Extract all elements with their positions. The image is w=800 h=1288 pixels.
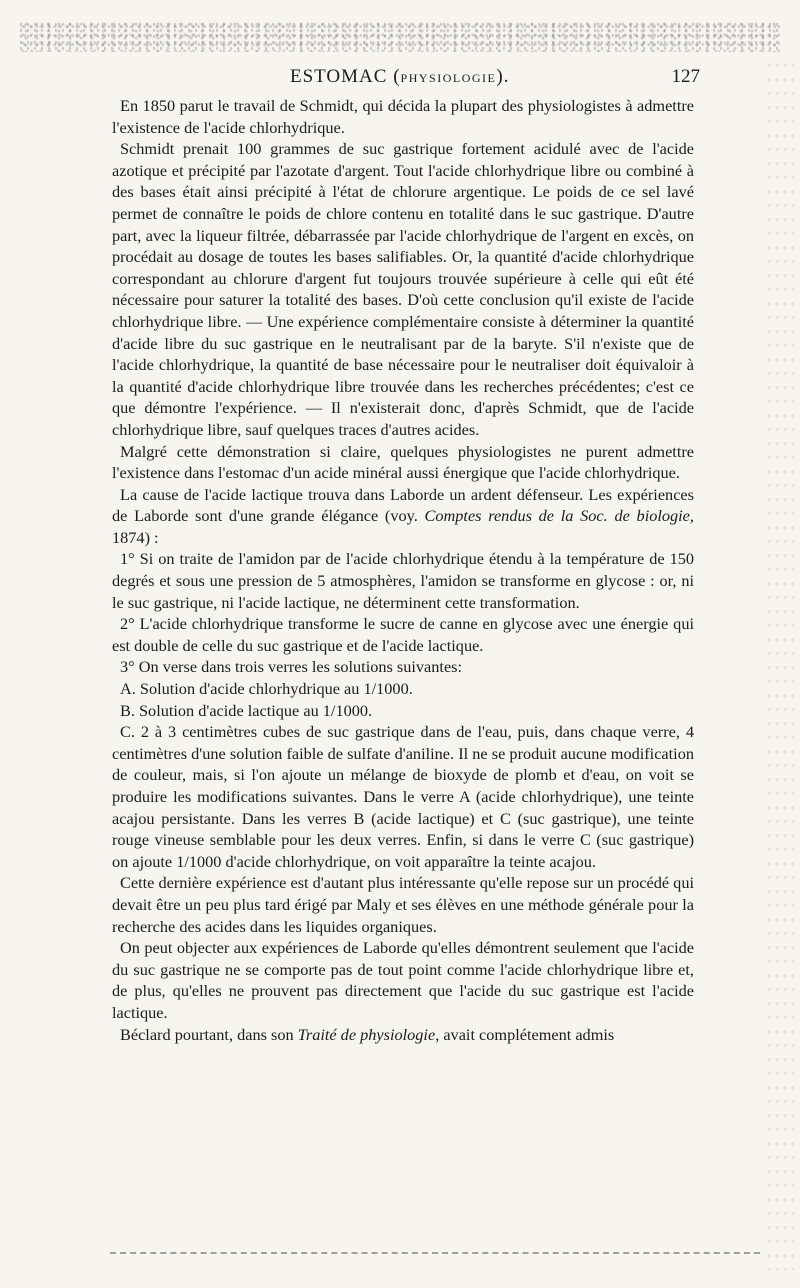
page-number: 127: [671, 66, 700, 87]
paragraph: 2° L'acide chlorhydrique transforme le sucre de canne en glycose avec une énergie qui est double de celle du suc gastrique et de l'acide lactique.: [112, 614, 694, 655]
paragraph: Schmidt prenait 100 grammes de suc gastrique fortement acidulé avec de l'acide azotique et précipité par l'azotate d'argent. Tout l'acide chlorhydrique libre ou combiné à des bases était ainsi précipité à l'état de chlorure argentique. Le poids de ce sel lavé permet de connaître le poids de chlore contenu en totalité dans le suc gastrique. D'autre part, avec la liqueur filtrée, débarrassée par l'acide chlorhydrique de l'argent en excès, on procédait au dosage de toutes les bases salifiables. Or, la quantité d'acide chlorhydrique correspondant au chlorure d'argent fut toujours trouvée supérieure à celle qui eût été nécessaire pour saturer la totalité des bases. D'où cette conclusion qu'il existe de l'acide chlorhydrique libre. — Une expérience complémentaire consiste à déterminer la quantité d'acide libre du suc gastrique en le neutralisant par de la baryte. S'il n'existe que de l'acide chlorhydrique, la quantité de base nécessaire pour le neutraliser doit équivaloir à la quantité d'acide chlorhydrique libre trouvée dans les recherches précédentes; c'est ce que démontre l'expérience. — Il n'existerait donc, d'après Schmidt, que de l'acide chlorhydrique libre, sauf quelques traces d'autres acides.: [112, 139, 694, 439]
paragraph: Cette dernière expérience est d'autant plus intéressante qu'elle repose sur un procédé qui devait être un peu plus tard érigé par Maly et ses élèves en une méthode générale pour la recherche des acides dans les liquides organiques.: [112, 873, 694, 936]
scan-noise-bottom: [110, 1252, 760, 1258]
running-header: [100, 66, 700, 88]
title-sub: PHYSIOLOGIE: [400, 71, 497, 85]
paragraph: A. Solution d'acide chlorhydrique au 1/1000.: [120, 679, 413, 699]
body-text: [112, 95, 694, 1045]
title-close: ).: [496, 66, 510, 87]
paragraph: B. Solution d'acide lactique au 1/1000.: [120, 700, 373, 720]
paragraph: 3° On verse dans trois verres les solutions suivantes:: [120, 657, 463, 677]
running-title: [290, 66, 509, 88]
paragraph-text: La cause de l'acide lactique trouva dans Laborde un ardent défenseur. Les expériences de Laborde sont d'une grande élégance (voy.: [112, 484, 694, 526]
citation-title: Traité de physiologie: [297, 1024, 436, 1044]
paragraph-text: Béclard pourtant, dans son: [120, 1024, 298, 1044]
paragraph: C. 2 à 3 centimètres cubes de suc gastrique dans de l'eau, puis, dans chaque verre, 4 centimètres d'une solution faible de sulfate d'aniline. Il ne se produit aucune modification de couleur, mais, si l'on ajoute un mélange de bioxyde de plomb et d'eau, on voit se produire les modifications suivantes. Dans le verre A (acide chlorhydrique), une teinte acajou persistante. Dans les verres B (acide lactique) et C (suc gastrique), une teinte rouge vineuse semblable pour les deux verres. Enfin, si dans le verre C (suc gastrique) on ajoute 1/1000 d'acide chlorhydrique, on voit apparaître la teinte acajou.: [112, 722, 694, 871]
paragraph: [112, 484, 694, 549]
citation-title: Comptes rendus de la Soc. de biologie: [424, 506, 690, 526]
paragraph: 1° Si on traite de l'amidon par de l'acide chlorhydrique étendu à la température de 150 degrés et sous une pression de 5 atmosphères, l'amidon se transforme en glycose : or, ni le suc gastrique, ni l'acide lactique, ne déterminent cette transformation.: [112, 549, 694, 612]
paragraph: [112, 1024, 694, 1046]
paragraph-text: , 1874) :: [112, 506, 694, 547]
paragraph-text: , avait complétement admis: [435, 1024, 615, 1044]
title-open: (: [387, 66, 401, 87]
paragraph: On peut objecter aux expériences de Laborde qu'elles démontrent seulement que l'acide du suc gastrique ne se comporte pas de tout point comme l'acide chlorhydrique libre et, de plus, qu'elles ne prouvent pas directement que l'acide du suc gastrique est l'acide lactique.: [112, 938, 694, 1022]
scan-noise-right: [766, 60, 794, 1270]
title-main: ESTOMAC: [290, 66, 388, 87]
paragraph: Malgré cette démonstration si claire, quelques physiologistes ne purent admettre l'existence dans l'estomac d'un acide minéral aussi énergique que l'acide chlorhydrique.: [112, 441, 694, 483]
scan-noise-top: [20, 22, 780, 52]
paragraph: En 1850 parut le travail de Schmidt, qui décida la plupart des physiologistes à admettre l'existence de l'acide chlorhydrique.: [112, 96, 694, 137]
